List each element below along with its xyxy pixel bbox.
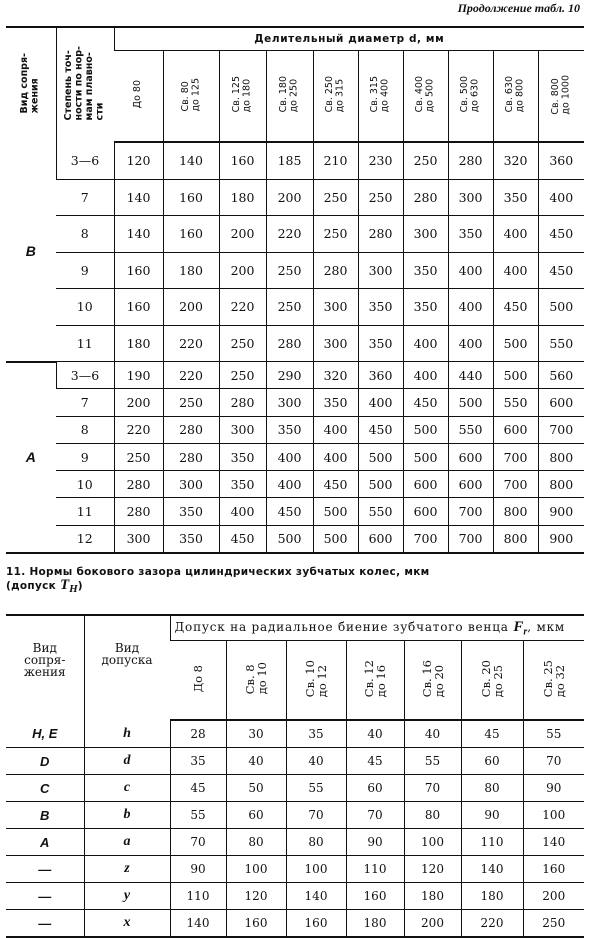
value-cell: 280 — [163, 416, 219, 443]
value-cell: 160 — [523, 856, 584, 883]
table-row — [6, 802, 584, 829]
value-cell: 440 — [448, 362, 493, 389]
value-cell: 180 — [404, 883, 461, 910]
value-cell: 160 — [219, 142, 266, 179]
value-cell: 120 — [226, 883, 286, 910]
diameter-label: Св. 125 до 180 — [231, 76, 253, 113]
vid-dopuska-cell: b — [84, 802, 170, 829]
value-cell: 400 — [403, 362, 448, 389]
value-cell: 350 — [358, 289, 403, 326]
value-cell: 90 — [346, 829, 404, 856]
value-cell: 450 — [538, 252, 584, 289]
diameter-header — [219, 51, 266, 143]
vid-dopuska-cell: h — [84, 720, 170, 748]
value-cell: 35 — [170, 748, 226, 775]
value-cell: 160 — [346, 883, 404, 910]
value-cell: 90 — [523, 775, 584, 802]
value-cell: 90 — [461, 802, 523, 829]
value-cell: 350 — [219, 471, 266, 498]
value-cell: 400 — [448, 325, 493, 362]
vid-sopryazheniya-cell: D — [6, 748, 84, 775]
value-cell: 250 — [313, 179, 358, 216]
diameter-header — [358, 51, 403, 143]
value-cell: 220 — [219, 289, 266, 326]
value-cell: 600 — [538, 389, 584, 416]
value-cell: 450 — [493, 289, 538, 326]
value-cell: 350 — [313, 389, 358, 416]
value-cell: 160 — [286, 910, 346, 938]
value-cell: 600 — [493, 416, 538, 443]
value-cell: 360 — [358, 362, 403, 389]
value-cell: 55 — [170, 802, 226, 829]
table-row — [6, 179, 584, 216]
value-cell: 160 — [114, 289, 163, 326]
value-cell: 500 — [493, 362, 538, 389]
value-cell: 190 — [114, 362, 163, 389]
value-cell: 400 — [403, 325, 448, 362]
value-cell: 40 — [286, 748, 346, 775]
value-cell: 400 — [266, 471, 313, 498]
value-cell: 185 — [266, 142, 313, 179]
value-cell: 55 — [404, 748, 461, 775]
value-cell: 280 — [448, 142, 493, 179]
table-11-side-clearance — [6, 614, 584, 938]
value-cell: 400 — [219, 498, 266, 525]
value-cell: 600 — [403, 498, 448, 525]
value-cell: 700 — [493, 443, 538, 470]
value-cell: 350 — [266, 416, 313, 443]
table-row — [6, 910, 584, 938]
value-cell: 350 — [493, 179, 538, 216]
value-cell: 290 — [266, 362, 313, 389]
table-row — [6, 289, 584, 326]
vid-dopuska-cell: d — [84, 748, 170, 775]
value-cell: 28 — [170, 720, 226, 748]
value-cell: 400 — [358, 389, 403, 416]
value-cell: 800 — [493, 525, 538, 553]
stepen-cell: 10 — [56, 471, 114, 498]
value-cell: 700 — [403, 525, 448, 553]
value-cell: 70 — [346, 802, 404, 829]
table-row — [6, 443, 584, 470]
value-cell: 900 — [538, 525, 584, 553]
value-cell: 110 — [346, 856, 404, 883]
diameter-label: Св. 180 до 250 — [278, 76, 300, 113]
value-cell: 700 — [448, 498, 493, 525]
stepen-cell: 9 — [56, 443, 114, 470]
value-cell: 320 — [313, 362, 358, 389]
diameter-header — [266, 51, 313, 143]
diameter-header — [313, 51, 358, 143]
runout-range-header — [170, 641, 226, 721]
value-cell: 350 — [403, 252, 448, 289]
value-cell: 250 — [266, 252, 313, 289]
value-cell: 450 — [313, 471, 358, 498]
value-cell: 400 — [493, 252, 538, 289]
table-row — [6, 775, 584, 802]
value-cell: 450 — [266, 498, 313, 525]
value-cell: 500 — [313, 498, 358, 525]
stepen-cell: 11 — [56, 498, 114, 525]
value-cell: 280 — [114, 498, 163, 525]
vid-dopuska-cell: a — [84, 829, 170, 856]
value-cell: 55 — [286, 775, 346, 802]
value-cell: 200 — [114, 389, 163, 416]
value-cell: 200 — [404, 910, 461, 938]
table-row — [6, 471, 584, 498]
value-cell: 160 — [163, 179, 219, 216]
value-cell: 180 — [461, 883, 523, 910]
value-cell: 60 — [461, 748, 523, 775]
value-cell: 550 — [538, 325, 584, 362]
value-cell: 70 — [404, 775, 461, 802]
value-cell: 140 — [114, 216, 163, 253]
value-cell: 55 — [523, 720, 584, 748]
value-cell: 45 — [346, 748, 404, 775]
value-cell: 700 — [448, 525, 493, 553]
value-cell: 160 — [163, 216, 219, 253]
value-cell: 400 — [448, 252, 493, 289]
value-cell: 100 — [226, 856, 286, 883]
value-cell: 200 — [266, 179, 313, 216]
table-row — [6, 498, 584, 525]
value-cell: 280 — [114, 471, 163, 498]
value-cell: 300 — [313, 325, 358, 362]
diameter-header — [403, 51, 448, 143]
value-cell: 50 — [226, 775, 286, 802]
value-cell: 400 — [538, 179, 584, 216]
value-cell: 140 — [286, 883, 346, 910]
value-cell: 350 — [448, 216, 493, 253]
table-row — [6, 142, 584, 179]
value-cell: 30 — [226, 720, 286, 748]
value-cell: 400 — [448, 289, 493, 326]
value-cell: 140 — [114, 179, 163, 216]
table-10-continuation — [6, 26, 584, 554]
runout-range-label: Св. 10 до 12 — [303, 659, 329, 698]
value-cell: 200 — [163, 289, 219, 326]
value-cell: 300 — [313, 289, 358, 326]
value-cell: 350 — [219, 443, 266, 470]
vid-sopryazheniya-cell: H, E — [32, 726, 58, 741]
runout-range-header — [404, 641, 461, 721]
diameter-header — [114, 51, 163, 143]
value-cell: 200 — [219, 252, 266, 289]
value-cell: 220 — [163, 325, 219, 362]
value-cell: 210 — [313, 142, 358, 179]
value-cell: 160 — [114, 252, 163, 289]
vid-sopryazheniya-cell: A — [6, 829, 84, 856]
value-cell: 70 — [523, 748, 584, 775]
value-cell: 160 — [226, 910, 286, 938]
value-cell: 700 — [493, 471, 538, 498]
value-cell: 180 — [114, 325, 163, 362]
value-cell: 280 — [403, 179, 448, 216]
stepen-cell: 9 — [56, 252, 114, 289]
value-cell: 45 — [461, 720, 523, 748]
diameter-label: Св. 400 до 500 — [414, 76, 436, 113]
header-vid-sopryazheniya: Вид сопря- жения — [6, 27, 56, 142]
value-cell: 110 — [170, 883, 226, 910]
value-cell: 500 — [313, 525, 358, 553]
value-cell: 90 — [170, 856, 226, 883]
vid-sopryazheniya-cell: A — [6, 362, 56, 554]
value-cell: 80 — [404, 802, 461, 829]
runout-range-header — [346, 641, 404, 721]
value-cell: 550 — [493, 389, 538, 416]
value-cell: 350 — [163, 498, 219, 525]
value-cell: 250 — [313, 216, 358, 253]
table-row — [6, 856, 584, 883]
runout-range-label: Св. 20 до 25 — [479, 659, 505, 698]
value-cell: 300 — [219, 416, 266, 443]
value-cell: 100 — [404, 829, 461, 856]
runout-range-label: Св. 16 до 20 — [419, 659, 446, 698]
diameter-label: Св. 800 до 1000 — [549, 74, 572, 115]
diameter-label: Св. 250 до 315 — [324, 76, 346, 113]
section-11-heading — [6, 566, 586, 596]
header-runout-group: Допуск на радиальное биение зубчатого венца $F_r$, мкм — [170, 615, 584, 641]
value-cell: 100 — [286, 856, 346, 883]
value-cell: 400 — [313, 443, 358, 470]
value-cell: 280 — [266, 325, 313, 362]
value-cell: 40 — [404, 720, 461, 748]
value-cell: 900 — [538, 498, 584, 525]
value-cell: 180 — [163, 252, 219, 289]
section-11-subtitle: (допуск $T_H$) — [6, 577, 83, 596]
value-cell: 110 — [461, 829, 523, 856]
table-row — [6, 362, 584, 389]
value-cell: 250 — [163, 389, 219, 416]
value-cell: 500 — [403, 416, 448, 443]
stepen-cell: 3—6 — [56, 362, 114, 389]
header-vid-dopuska: Вид допуска — [84, 615, 170, 720]
value-cell: 300 — [266, 389, 313, 416]
value-cell: 560 — [538, 362, 584, 389]
runout-range-label: До 8 — [190, 664, 205, 693]
value-cell: 600 — [448, 471, 493, 498]
value-cell: 200 — [523, 883, 584, 910]
stepen-cell: 12 — [56, 525, 114, 553]
table-row — [6, 525, 584, 553]
value-cell: 500 — [448, 389, 493, 416]
value-cell: 140 — [523, 829, 584, 856]
diameter-header — [448, 51, 493, 143]
value-cell: 250 — [114, 443, 163, 470]
vid-dopuska-cell: x — [84, 910, 170, 938]
value-cell: 60 — [346, 775, 404, 802]
value-cell: 600 — [358, 525, 403, 553]
stepen-cell: 11 — [56, 325, 114, 362]
value-cell: 280 — [313, 252, 358, 289]
value-cell: 500 — [403, 443, 448, 470]
value-cell: 500 — [266, 525, 313, 553]
value-cell: 450 — [358, 416, 403, 443]
value-cell: 700 — [538, 416, 584, 443]
diameter-header — [538, 51, 584, 143]
value-cell: 400 — [313, 416, 358, 443]
value-cell: 350 — [358, 325, 403, 362]
value-cell: 80 — [461, 775, 523, 802]
stepen-cell: 8 — [56, 216, 114, 253]
runout-range-header — [226, 641, 286, 721]
value-cell: 70 — [286, 802, 346, 829]
value-cell: 180 — [346, 910, 404, 938]
value-cell: 800 — [538, 443, 584, 470]
stepen-cell: 7 — [56, 389, 114, 416]
value-cell: 550 — [448, 416, 493, 443]
value-cell: 250 — [219, 362, 266, 389]
value-cell: 280 — [358, 216, 403, 253]
value-cell: 40 — [226, 748, 286, 775]
vid-sopryazheniya-cell: — — [6, 883, 84, 910]
value-cell: 230 — [358, 142, 403, 179]
runout-range-header — [461, 641, 523, 721]
value-cell: 250 — [523, 910, 584, 938]
diameter-header — [493, 51, 538, 143]
value-cell: 320 — [493, 142, 538, 179]
vid-dopuska-cell: c — [84, 775, 170, 802]
vid-sopryazheniya-cell: — — [6, 910, 84, 938]
value-cell: 600 — [403, 471, 448, 498]
value-cell: 360 — [538, 142, 584, 179]
header-vid-sopryazheniya-2: Вид сопря- жения — [6, 615, 84, 720]
value-cell: 500 — [538, 289, 584, 326]
table-row — [6, 748, 584, 775]
section-11-title: 11. Нормы бокового зазора цилиндрических зубчатых колес, мкм — [6, 566, 430, 578]
value-cell: 350 — [163, 525, 219, 553]
runout-range-header — [523, 641, 584, 721]
stepen-cell: 3—6 — [56, 142, 114, 179]
runout-range-label: Св. 8 до 10 — [243, 662, 269, 695]
value-cell: 800 — [538, 471, 584, 498]
value-cell: 450 — [219, 525, 266, 553]
value-cell: 250 — [358, 179, 403, 216]
value-cell: 300 — [448, 179, 493, 216]
table-row — [6, 216, 584, 253]
value-cell: 220 — [163, 362, 219, 389]
vid-sopryazheniya-cell: C — [6, 775, 84, 802]
value-cell: 250 — [266, 289, 313, 326]
value-cell: 450 — [403, 389, 448, 416]
header-stepen-tochnosti: Степень точ- ности по нор- мам плавно- сти — [56, 27, 114, 142]
value-cell: 300 — [114, 525, 163, 553]
vid-sopryazheniya-cell: B — [6, 802, 84, 829]
vid-dopuska-cell: z — [84, 856, 170, 883]
value-cell: 300 — [163, 471, 219, 498]
value-cell: 45 — [170, 775, 226, 802]
runout-range-label: Св. 25 до 32 — [540, 659, 567, 698]
stepen-cell: 7 — [56, 179, 114, 216]
value-cell: 120 — [114, 142, 163, 179]
diameter-label: Св. 500 до 630 — [459, 76, 481, 113]
value-cell: 300 — [403, 216, 448, 253]
value-cell: 500 — [358, 471, 403, 498]
table-row — [6, 252, 584, 289]
value-cell: 500 — [358, 443, 403, 470]
stepen-cell: 8 — [56, 416, 114, 443]
value-cell: 450 — [538, 216, 584, 253]
continuation-label: Продолжение табл. 10 — [457, 1, 580, 15]
diameter-label: До 80 — [132, 80, 143, 109]
diameter-label: Св. 315 до 400 — [369, 76, 391, 113]
value-cell: 350 — [403, 289, 448, 326]
value-cell: 280 — [219, 389, 266, 416]
diameter-label: Св. 630 до 800 — [504, 76, 526, 113]
value-cell: 250 — [219, 325, 266, 362]
value-cell: 140 — [170, 910, 226, 938]
value-cell: 400 — [266, 443, 313, 470]
table-row — [6, 389, 584, 416]
value-cell: 180 — [219, 179, 266, 216]
table-row — [6, 829, 584, 856]
value-cell: 80 — [226, 829, 286, 856]
diameter-label: Св. 80 до 125 — [179, 77, 201, 112]
runout-range-header — [286, 641, 346, 721]
value-cell: 220 — [114, 416, 163, 443]
value-cell: 220 — [266, 216, 313, 253]
value-cell: 40 — [346, 720, 404, 748]
value-cell: 70 — [170, 829, 226, 856]
header-diameter-group: Делительный диаметр d, мм — [114, 27, 584, 51]
table-row — [6, 325, 584, 362]
value-cell: 220 — [461, 910, 523, 938]
value-cell: 300 — [358, 252, 403, 289]
value-cell: 140 — [461, 856, 523, 883]
table-row — [6, 883, 584, 910]
value-cell: 400 — [493, 216, 538, 253]
value-cell: 280 — [163, 443, 219, 470]
value-cell: 550 — [358, 498, 403, 525]
value-cell: 200 — [219, 216, 266, 253]
runout-range-label: Св. 12 до 16 — [362, 659, 388, 698]
vid-sopryazheniya-cell: — — [6, 856, 84, 883]
value-cell: 500 — [493, 325, 538, 362]
value-cell: 140 — [163, 142, 219, 179]
vid-dopuska-cell: y — [84, 883, 170, 910]
value-cell: 60 — [226, 802, 286, 829]
stepen-cell: 10 — [56, 289, 114, 326]
value-cell: 120 — [404, 856, 461, 883]
value-cell: 100 — [523, 802, 584, 829]
diameter-header — [163, 51, 219, 143]
table-row — [6, 416, 584, 443]
vid-sopryazheniya-cell: B — [25, 243, 36, 260]
value-cell: 800 — [493, 498, 538, 525]
value-cell: 80 — [286, 829, 346, 856]
value-cell: 250 — [403, 142, 448, 179]
table-row — [6, 720, 584, 748]
value-cell: 35 — [286, 720, 346, 748]
value-cell: 600 — [448, 443, 493, 470]
